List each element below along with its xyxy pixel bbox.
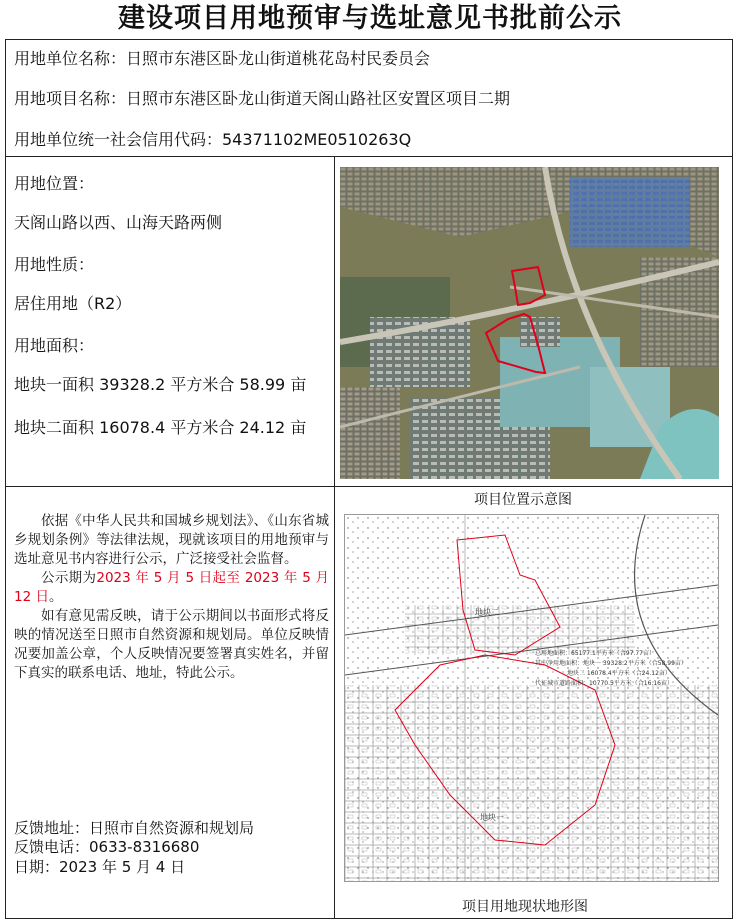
topo-map-caption: 项目用地现状地形图 [462, 899, 588, 915]
notice-paragraph-2 [14, 569, 329, 607]
notice-paragraph-3: 如有意见需反映，请于公示期间以书面形式将反映的情况送至日照市自然资源和规划局。单位反映情况要加盖公章，个人反映情况要签署真实姓名，并留下真实的联系电话、地址，特此公示。 [14, 608, 329, 681]
header-divider [5, 156, 733, 157]
unit-name: 用地单位名称：日照市东港区卧龙山街道桃花岛村民委员会 [14, 49, 431, 68]
feedback-phone: 反馈电话：0633-8316680 [14, 838, 200, 856]
page-title: 建设项目用地预审与选址意见书批前公示 [118, 3, 622, 34]
credit-code: 用地单位统一社会信用代码：54371102ME0510263Q [14, 130, 412, 149]
notice-date: 日期：2023 年 5 月 4 日 [14, 858, 186, 876]
nature-label: 用地性质： [14, 255, 95, 274]
column-divider [334, 156, 335, 919]
notice-text [14, 512, 329, 683]
topo-legend-2: 其中净用地面积：地块一 39328.2平方米（合58.99亩） [535, 660, 687, 667]
location-label: 用地位置： [14, 174, 95, 193]
topo-legend-4: 代征城市道路面积：10770.5平方米（合16.16亩） [535, 680, 673, 687]
plot1-area: 地块一面积 39328.2 平方米合 58.99 亩 [14, 375, 307, 394]
topo-legend-3: 地块二 16078.4平方米（合24.12亩） [567, 670, 671, 677]
plot2-area: 地块二面积 16078.4 平方米合 24.12 亩 [14, 418, 307, 437]
topo-map-image [344, 514, 719, 882]
location-map-image [340, 167, 719, 479]
feedback-address: 反馈地址：日照市自然资源和规划局 [14, 819, 255, 837]
topo-legend-1: 总用地面积：65177.1平方米（合97.77亩） [535, 650, 655, 657]
period-dates: 2023 年 5 月 5 日起至 2023 年 5 月 12 日 [14, 570, 330, 605]
area-label: 用地面积： [14, 336, 95, 355]
topo-plot2-label: 地块二 [475, 608, 499, 617]
project-name: 用地项目名称：日照市东港区卧龙山街道天阁山路社区安置区项目二期 [14, 89, 511, 108]
location-value: 天阁山路以西、山海天路两侧 [14, 213, 223, 232]
middle-divider [5, 486, 733, 487]
location-map-caption: 项目位置示意图 [474, 492, 572, 508]
period-prefix: 公示期为 [41, 570, 97, 586]
notice-paragraph-1: 依据《中华人民共和国城乡规划法》、《山东省城乡规划条例》等法律法规，现就该项目的用地预审与选址意见书内容进行公示，广泛接受社会监督。 [14, 513, 329, 567]
nature-value: 居住用地（R2） [14, 294, 132, 313]
topo-plot1-label: 地块一 [480, 813, 504, 822]
period-suffix: 。 [48, 589, 63, 605]
